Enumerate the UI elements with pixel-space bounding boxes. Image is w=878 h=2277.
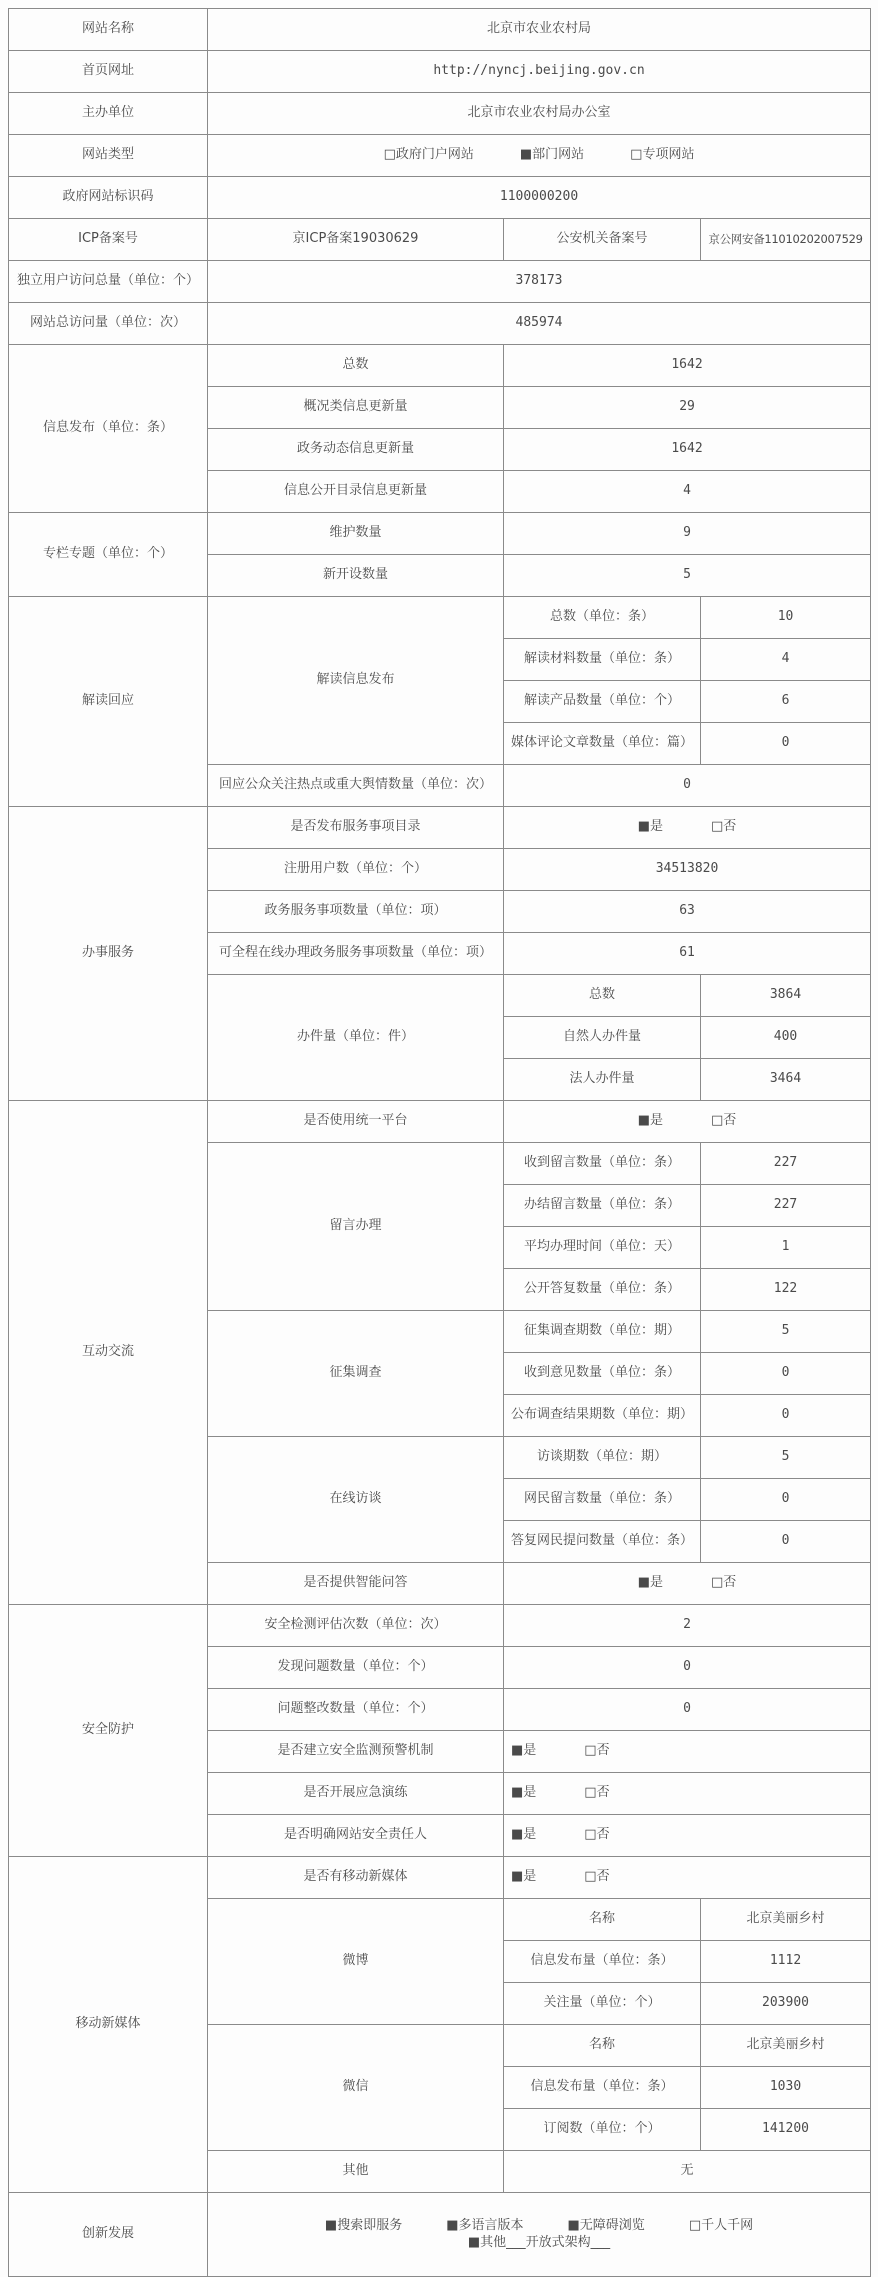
info-release-section-label: 信息发布（单位：条）	[9, 345, 208, 513]
wechat-posts-value: 1030	[701, 2067, 871, 2109]
home-url-label: 首页网址	[9, 51, 208, 93]
site-name-label: 网站名称	[9, 9, 208, 51]
icp-label: ICP备案号	[9, 219, 208, 261]
columns-maintained-label: 维护数量	[208, 513, 504, 555]
wechat-name-value: 北京美丽乡村	[701, 2025, 871, 2067]
row-interaction-platform	[9, 1101, 871, 1143]
services-catalog-yes-checkbox: ■是	[637, 819, 664, 835]
security-checks-value: 2	[504, 1605, 871, 1647]
interaction-platform-label: 是否使用统一平台	[208, 1101, 504, 1143]
wechat-subscribers-label: 订阅数（单位：个）	[504, 2109, 701, 2151]
row-interpret-total	[9, 597, 871, 639]
security-monitoring-no-checkbox: □否	[584, 1743, 610, 1759]
interviews-issues-value: 5	[701, 1437, 871, 1479]
services-catalog-no-checkbox: □否	[711, 819, 737, 835]
weibo-followers-label: 关注量（单位：个）	[504, 1983, 701, 2025]
innovation-other-checkbox: ■其他___开放式架构___	[467, 2234, 611, 2250]
volume-total-label: 总数	[504, 975, 701, 1017]
row-security-checks	[9, 1605, 871, 1647]
interaction-section-label: 互动交流	[9, 1101, 208, 1605]
interviews-messages-label: 网民留言数量（单位：条）	[504, 1479, 701, 1521]
volume-person-value: 400	[701, 1017, 871, 1059]
interpret-materials-value: 4	[701, 639, 871, 681]
interpret-response-label: 回应公众关注热点或重大舆情数量（单位：次）	[208, 765, 504, 807]
info-release-overview-value: 29	[504, 387, 871, 429]
security-responsible-yn	[504, 1815, 871, 1857]
smart-qa-label: 是否提供智能问答	[208, 1563, 504, 1605]
security-problems-found-label: 发现问题数量（单位：个）	[208, 1647, 504, 1689]
innovation-personalized-checkbox: □千人千网	[688, 2218, 754, 2234]
security-responsible-label: 是否明确网站安全责任人	[208, 1815, 504, 1857]
messages-public-replies-value: 122	[701, 1269, 871, 1311]
site-type-special-checkbox: □专项网站	[630, 147, 695, 163]
security-drill-yn	[504, 1773, 871, 1815]
interviews-messages-value: 0	[701, 1479, 871, 1521]
messages-received-value: 227	[701, 1143, 871, 1185]
unique-visitors-label: 独立用户访问总量（单位：个）	[9, 261, 208, 303]
weibo-followers-value: 203900	[701, 1983, 871, 2025]
police-record-label: 公安机关备案号	[504, 219, 701, 261]
mobile-section-label: 移动新媒体	[9, 1857, 208, 2193]
weibo-posts-value: 1112	[701, 1941, 871, 1983]
security-drill-no-checkbox: □否	[584, 1785, 610, 1801]
interviews-section-label: 在线访谈	[208, 1437, 504, 1563]
messages-avg-time-value: 1	[701, 1227, 871, 1269]
total-visits-label: 网站总访问量（单位：次）	[9, 303, 208, 345]
services-items-label: 政务服务事项数量（单位：项）	[208, 891, 504, 933]
wechat-name-label: 名称	[504, 2025, 701, 2067]
columns-new-value: 5	[504, 555, 871, 597]
smart-qa-no-checkbox: □否	[711, 1575, 737, 1591]
services-online-value: 61	[504, 933, 871, 975]
row-services-catalog	[9, 807, 871, 849]
wechat-section-label: 微信	[208, 2025, 504, 2151]
info-release-total-label: 总数	[208, 345, 504, 387]
interpret-section-label: 解读回应	[9, 597, 208, 807]
innovation-options	[208, 2193, 871, 2277]
interpret-materials-label: 解读材料数量（单位：条）	[504, 639, 701, 681]
info-release-news-value: 1642	[504, 429, 871, 471]
interviews-replies-label: 答复网民提问数量（单位：条）	[504, 1521, 701, 1563]
row-site-name	[9, 9, 871, 51]
volume-legal-label: 法人办件量	[504, 1059, 701, 1101]
mobile-has-no-checkbox: □否	[584, 1869, 610, 1885]
messages-handled-value: 227	[701, 1185, 871, 1227]
annual-report-table	[8, 8, 871, 2277]
unique-visitors-value: 378173	[208, 261, 871, 303]
row-sponsor	[9, 93, 871, 135]
mobile-other-label: 其他	[208, 2151, 504, 2193]
site-type-options	[208, 135, 871, 177]
police-record-value: 京公网安备11010202007529	[701, 219, 871, 261]
icp-value: 京ICP备案19030629	[208, 219, 504, 261]
surveys-issues-value: 5	[701, 1311, 871, 1353]
interpret-total-label: 总数（单位：条）	[504, 597, 701, 639]
site-code-value: 1100000200	[208, 177, 871, 219]
columns-section-label: 专栏专题（单位：个）	[9, 513, 208, 597]
security-problems-fixed-value: 0	[504, 1689, 871, 1731]
total-visits-value: 485974	[208, 303, 871, 345]
security-problems-found-value: 0	[504, 1647, 871, 1689]
interpret-products-label: 解读产品数量（单位：个）	[504, 681, 701, 723]
messages-avg-time-label: 平均办理时间（单位：天）	[504, 1227, 701, 1269]
home-url-value: http://nyncj.beijing.gov.cn	[208, 51, 871, 93]
messages-section-label: 留言办理	[208, 1143, 504, 1311]
site-code-label: 政府网站标识码	[9, 177, 208, 219]
messages-public-replies-label: 公开答复数量（单位：条）	[504, 1269, 701, 1311]
interpret-products-value: 6	[701, 681, 871, 723]
sponsor-label: 主办单位	[9, 93, 208, 135]
wechat-posts-label: 信息发布量（单位：条）	[504, 2067, 701, 2109]
columns-new-label: 新开设数量	[208, 555, 504, 597]
info-release-catalog-label: 信息公开目录信息更新量	[208, 471, 504, 513]
volume-person-label: 自然人办件量	[504, 1017, 701, 1059]
innovation-multilang-checkbox: ■多语言版本	[446, 2218, 524, 2234]
row-info-release-total	[9, 345, 871, 387]
security-section-label: 安全防护	[9, 1605, 208, 1857]
innovation-search-checkbox: ■搜索即服务	[324, 2218, 403, 2234]
interpret-total-value: 10	[701, 597, 871, 639]
services-catalog-label: 是否发布服务事项目录	[208, 807, 504, 849]
innovation-accessibility-checkbox: ■无障碍浏览	[567, 2218, 645, 2234]
security-drill-yes-checkbox: ■是	[511, 1785, 537, 1801]
site-type-label: 网站类型	[9, 135, 208, 177]
security-drill-label: 是否开展应急演练	[208, 1773, 504, 1815]
interaction-platform-no-checkbox: □否	[711, 1113, 737, 1129]
surveys-opinions-label: 收到意见数量（单位：条）	[504, 1353, 701, 1395]
services-items-value: 63	[504, 891, 871, 933]
row-site-code	[9, 177, 871, 219]
mobile-other-value: 无	[504, 2151, 871, 2193]
security-monitoring-yes-checkbox: ■是	[511, 1743, 537, 1759]
smart-qa-yes-checkbox: ■是	[637, 1575, 664, 1591]
volume-legal-value: 3464	[701, 1059, 871, 1101]
services-registered-label: 注册用户数（单位：个）	[208, 849, 504, 891]
security-monitoring-label: 是否建立安全监测预警机制	[208, 1731, 504, 1773]
surveys-opinions-value: 0	[701, 1353, 871, 1395]
services-online-label: 可全程在线办理政务服务事项数量（单位：项）	[208, 933, 504, 975]
interviews-replies-value: 0	[701, 1521, 871, 1563]
row-site-type	[9, 135, 871, 177]
interaction-platform-yn	[504, 1101, 871, 1143]
mobile-has-yes-checkbox: ■是	[511, 1869, 537, 1885]
volume-section-label: 办件量（单位：件）	[208, 975, 504, 1101]
row-icp	[9, 219, 871, 261]
innovation-section-label: 创新发展	[9, 2193, 208, 2277]
site-name-value: 北京市农业农村局	[208, 9, 871, 51]
surveys-results-value: 0	[701, 1395, 871, 1437]
info-release-catalog-value: 4	[504, 471, 871, 513]
row-columns-maintained	[9, 513, 871, 555]
weibo-posts-label: 信息发布量（单位：条）	[504, 1941, 701, 1983]
surveys-results-label: 公布调查结果期数（单位：期）	[504, 1395, 701, 1437]
info-release-overview-label: 概况类信息更新量	[208, 387, 504, 429]
info-release-news-label: 政务动态信息更新量	[208, 429, 504, 471]
weibo-section-label: 微博	[208, 1899, 504, 2025]
services-section-label: 办事服务	[9, 807, 208, 1101]
site-type-department-checkbox: ■部门网站	[519, 147, 585, 163]
security-responsible-yes-checkbox: ■是	[511, 1827, 537, 1843]
interpret-media-label: 媒体评论文章数量（单位：篇）	[504, 723, 701, 765]
site-type-portal-checkbox: □政府门户网站	[383, 147, 474, 163]
security-checks-label: 安全检测评估次数（单位：次）	[208, 1605, 504, 1647]
info-release-total-value: 1642	[504, 345, 871, 387]
row-mobile-has	[9, 1857, 871, 1899]
security-responsible-no-checkbox: □否	[584, 1827, 610, 1843]
weibo-name-label: 名称	[504, 1899, 701, 1941]
messages-received-label: 收到留言数量（单位：条）	[504, 1143, 701, 1185]
security-problems-fixed-label: 问题整改数量（单位：个）	[208, 1689, 504, 1731]
interpret-response-value: 0	[504, 765, 871, 807]
row-total-visits	[9, 303, 871, 345]
interaction-platform-yes-checkbox: ■是	[637, 1113, 664, 1129]
mobile-has-label: 是否有移动新媒体	[208, 1857, 504, 1899]
interviews-issues-label: 访谈期数（单位：期）	[504, 1437, 701, 1479]
wechat-subscribers-value: 141200	[701, 2109, 871, 2151]
interpret-media-value: 0	[701, 723, 871, 765]
weibo-name-value: 北京美丽乡村	[701, 1899, 871, 1941]
smart-qa-yn	[504, 1563, 871, 1605]
security-monitoring-yn	[504, 1731, 871, 1773]
surveys-section-label: 征集调查	[208, 1311, 504, 1437]
mobile-has-yn	[504, 1857, 871, 1899]
columns-maintained-value: 9	[504, 513, 871, 555]
messages-handled-label: 办结留言数量（单位：条）	[504, 1185, 701, 1227]
row-home-url	[9, 51, 871, 93]
services-catalog-yn	[504, 807, 871, 849]
services-registered-value: 34513820	[504, 849, 871, 891]
interpret-publish-label: 解读信息发布	[208, 597, 504, 765]
surveys-issues-label: 征集调查期数（单位：期）	[504, 1311, 701, 1353]
row-innovation	[9, 2193, 871, 2277]
volume-total-value: 3864	[701, 975, 871, 1017]
row-unique-visitors	[9, 261, 871, 303]
sponsor-value: 北京市农业农村局办公室	[208, 93, 871, 135]
